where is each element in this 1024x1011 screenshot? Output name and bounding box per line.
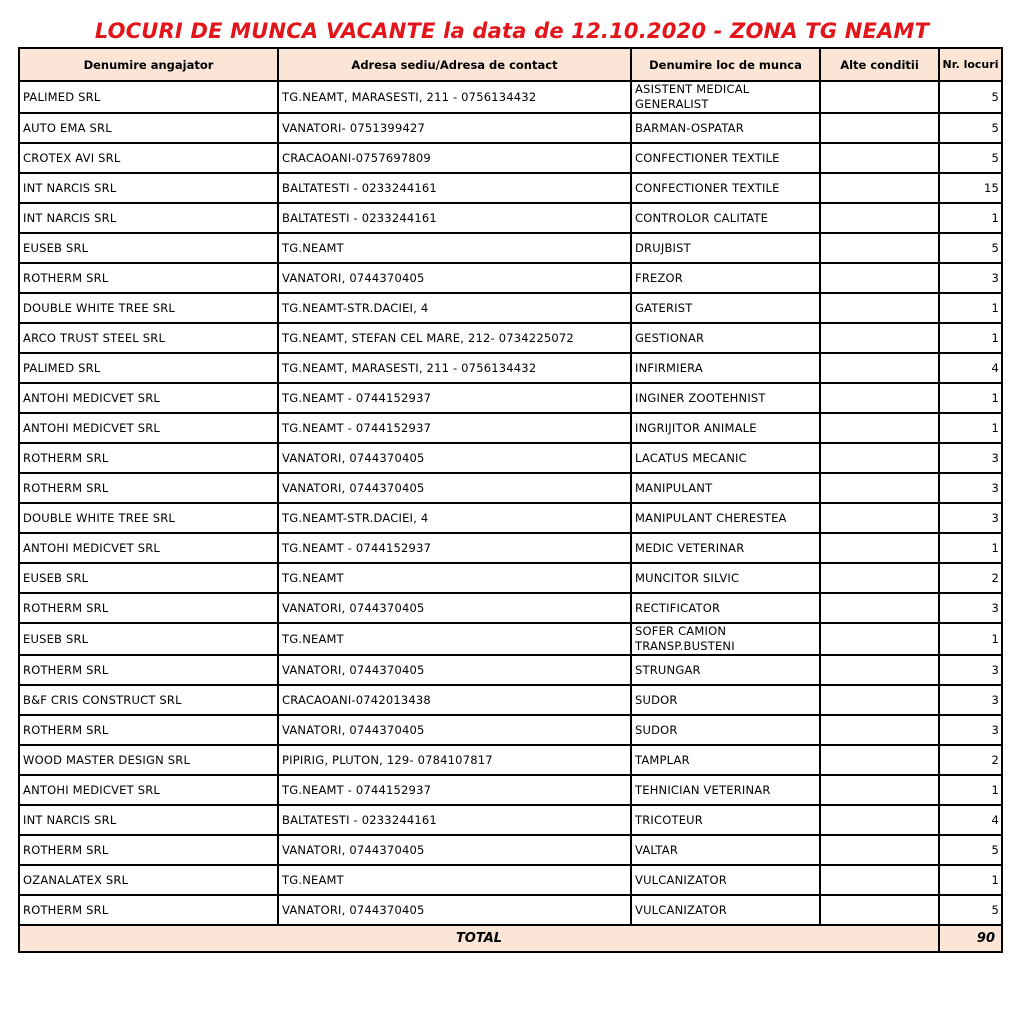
cell-count: 1 xyxy=(939,203,1002,233)
cell-conditions xyxy=(820,745,939,775)
cell-employer: INT NARCIS SRL xyxy=(19,173,278,203)
cell-count: 5 xyxy=(939,895,1002,925)
cell-count: 15 xyxy=(939,173,1002,203)
cell-conditions xyxy=(820,715,939,745)
cell-count: 1 xyxy=(939,293,1002,323)
cell-job: INFIRMIERA xyxy=(631,353,820,383)
cell-address: TG.NEAMT - 0744152937 xyxy=(278,413,631,443)
cell-address: TG.NEAMT, STEFAN CEL MARE, 212- 0734225072 xyxy=(278,323,631,353)
table-row xyxy=(19,263,1002,293)
cell-address: TG.NEAMT xyxy=(278,623,631,655)
table-row xyxy=(19,895,1002,925)
cell-job: SUDOR xyxy=(631,685,820,715)
cell-count: 1 xyxy=(939,865,1002,895)
table-row xyxy=(19,443,1002,473)
table-row xyxy=(19,173,1002,203)
cell-count: 4 xyxy=(939,805,1002,835)
table-row xyxy=(19,805,1002,835)
cell-count: 2 xyxy=(939,745,1002,775)
cell-conditions xyxy=(820,293,939,323)
cell-employer: ROTHERM SRL xyxy=(19,443,278,473)
cell-address: TG.NEAMT, MARASESTI, 211 - 0756134432 xyxy=(278,353,631,383)
cell-count: 3 xyxy=(939,715,1002,745)
table-row xyxy=(19,81,1002,113)
cell-conditions xyxy=(820,685,939,715)
cell-employer: EUSEB SRL xyxy=(19,563,278,593)
cell-employer: PALIMED SRL xyxy=(19,353,278,383)
cell-address: VANATORI, 0744370405 xyxy=(278,895,631,925)
cell-job: MUNCITOR SILVIC xyxy=(631,563,820,593)
table-row xyxy=(19,835,1002,865)
cell-address: TG.NEAMT xyxy=(278,865,631,895)
cell-employer: ANTOHI MEDICVET SRL xyxy=(19,533,278,563)
cell-count: 5 xyxy=(939,113,1002,143)
cell-job: SOFER CAMION TRANSP.BUSTENI xyxy=(631,623,820,655)
cell-job: VULCANIZATOR xyxy=(631,865,820,895)
cell-conditions xyxy=(820,81,939,113)
cell-count: 3 xyxy=(939,503,1002,533)
cell-address: TG.NEAMT-STR.DACIEI, 4 xyxy=(278,293,631,323)
cell-employer: ROTHERM SRL xyxy=(19,715,278,745)
cell-job: TAMPLAR xyxy=(631,745,820,775)
table-row xyxy=(19,563,1002,593)
cell-employer: OZANALATEX SRL xyxy=(19,865,278,895)
cell-employer: ROTHERM SRL xyxy=(19,263,278,293)
table-row xyxy=(19,533,1002,563)
cell-conditions xyxy=(820,835,939,865)
cell-address: TG.NEAMT - 0744152937 xyxy=(278,533,631,563)
cell-employer: ROTHERM SRL xyxy=(19,473,278,503)
cell-address: VANATORI- 0751399427 xyxy=(278,113,631,143)
cell-conditions xyxy=(820,593,939,623)
cell-address: PIPIRIG, PLUTON, 129- 0784107817 xyxy=(278,745,631,775)
cell-job: MANIPULANT CHERESTEA xyxy=(631,503,820,533)
cell-count: 5 xyxy=(939,81,1002,113)
cell-job: INGRIJITOR ANIMALE xyxy=(631,413,820,443)
cell-count: 4 xyxy=(939,353,1002,383)
cell-address: TG.NEAMT - 0744152937 xyxy=(278,383,631,413)
cell-employer: DOUBLE WHITE TREE SRL xyxy=(19,293,278,323)
cell-employer: ROTHERM SRL xyxy=(19,895,278,925)
cell-conditions xyxy=(820,203,939,233)
cell-address: CRACAOANI-0757697809 xyxy=(278,143,631,173)
table-body xyxy=(19,81,1002,925)
cell-address: VANATORI, 0744370405 xyxy=(278,593,631,623)
cell-address: BALTATESTI - 0233244161 xyxy=(278,805,631,835)
cell-employer: ANTOHI MEDICVET SRL xyxy=(19,383,278,413)
cell-conditions xyxy=(820,383,939,413)
cell-conditions xyxy=(820,353,939,383)
cell-job: BARMAN-OSPATAR xyxy=(631,113,820,143)
cell-count: 3 xyxy=(939,655,1002,685)
cell-job: ASISTENT MEDICAL GENERALIST xyxy=(631,81,820,113)
page-title: LOCURI DE MUNCA VACANTE la data de 12.10.2020 - ZONA TG NEAMT xyxy=(94,19,930,43)
vacancies-table xyxy=(18,47,1003,953)
cell-employer: EUSEB SRL xyxy=(19,233,278,263)
cell-job: MEDIC VETERINAR xyxy=(631,533,820,563)
cell-employer: ROTHERM SRL xyxy=(19,593,278,623)
total-value: 90 xyxy=(939,925,1002,952)
cell-address: VANATORI, 0744370405 xyxy=(278,715,631,745)
cell-job: CONFECTIONER TEXTILE xyxy=(631,143,820,173)
cell-address: VANATORI, 0744370405 xyxy=(278,835,631,865)
cell-conditions xyxy=(820,173,939,203)
cell-conditions xyxy=(820,143,939,173)
table-row xyxy=(19,865,1002,895)
cell-count: 1 xyxy=(939,413,1002,443)
cell-count: 3 xyxy=(939,263,1002,293)
header-conditions: Alte conditii xyxy=(820,48,939,81)
cell-conditions xyxy=(820,775,939,805)
total-label: TOTAL xyxy=(19,925,939,952)
cell-conditions xyxy=(820,413,939,443)
cell-address: VANATORI, 0744370405 xyxy=(278,443,631,473)
cell-address: TG.NEAMT - 0744152937 xyxy=(278,775,631,805)
table-row xyxy=(19,685,1002,715)
cell-employer: INT NARCIS SRL xyxy=(19,805,278,835)
cell-employer: ARCO TRUST STEEL SRL xyxy=(19,323,278,353)
cell-employer: CROTEX AVI SRL xyxy=(19,143,278,173)
cell-conditions xyxy=(820,623,939,655)
cell-employer: AUTO EMA SRL xyxy=(19,113,278,143)
cell-job: DRUJBIST xyxy=(631,233,820,263)
table-row xyxy=(19,143,1002,173)
cell-count: 1 xyxy=(939,533,1002,563)
cell-address: VANATORI, 0744370405 xyxy=(278,263,631,293)
cell-employer: B&F CRIS CONSTRUCT SRL xyxy=(19,685,278,715)
cell-job: RECTIFICATOR xyxy=(631,593,820,623)
table-row xyxy=(19,503,1002,533)
cell-job: CONFECTIONER TEXTILE xyxy=(631,173,820,203)
table-row xyxy=(19,593,1002,623)
cell-job: GATERIST xyxy=(631,293,820,323)
cell-job: TRICOTEUR xyxy=(631,805,820,835)
cell-address: TG.NEAMT xyxy=(278,233,631,263)
cell-conditions xyxy=(820,263,939,293)
table-row xyxy=(19,775,1002,805)
total-row xyxy=(19,925,1002,952)
table-row xyxy=(19,383,1002,413)
table-row xyxy=(19,745,1002,775)
table-row xyxy=(19,353,1002,383)
cell-address: TG.NEAMT-STR.DACIEI, 4 xyxy=(278,503,631,533)
cell-conditions xyxy=(820,233,939,263)
cell-count: 5 xyxy=(939,143,1002,173)
header-employer: Denumire angajator xyxy=(19,48,278,81)
cell-address: CRACAOANI-0742013438 xyxy=(278,685,631,715)
table-row xyxy=(19,413,1002,443)
cell-conditions xyxy=(820,895,939,925)
cell-conditions xyxy=(820,865,939,895)
cell-employer: EUSEB SRL xyxy=(19,623,278,655)
cell-count: 2 xyxy=(939,563,1002,593)
cell-conditions xyxy=(820,473,939,503)
cell-job: INGINER ZOOTEHNIST xyxy=(631,383,820,413)
cell-conditions xyxy=(820,503,939,533)
cell-conditions xyxy=(820,323,939,353)
cell-count: 1 xyxy=(939,323,1002,353)
cell-job: VULCANIZATOR xyxy=(631,895,820,925)
cell-address: BALTATESTI - 0233244161 xyxy=(278,203,631,233)
table-row xyxy=(19,715,1002,745)
cell-job: LACATUS MECANIC xyxy=(631,443,820,473)
cell-conditions xyxy=(820,655,939,685)
cell-conditions xyxy=(820,113,939,143)
cell-count: 1 xyxy=(939,775,1002,805)
cell-count: 1 xyxy=(939,623,1002,655)
cell-job: CONTROLOR CALITATE xyxy=(631,203,820,233)
cell-count: 3 xyxy=(939,443,1002,473)
cell-employer: ANTOHI MEDICVET SRL xyxy=(19,775,278,805)
cell-count: 5 xyxy=(939,233,1002,263)
table-row xyxy=(19,623,1002,655)
table-row xyxy=(19,233,1002,263)
cell-job: GESTIONAR xyxy=(631,323,820,353)
cell-job: STRUNGAR xyxy=(631,655,820,685)
header-address: Adresa sediu/Adresa de contact xyxy=(278,48,631,81)
cell-address: TG.NEAMT, MARASESTI, 211 - 0756134432 xyxy=(278,81,631,113)
cell-count: 5 xyxy=(939,835,1002,865)
cell-job: VALTAR xyxy=(631,835,820,865)
cell-employer: ROTHERM SRL xyxy=(19,655,278,685)
cell-employer: PALIMED SRL xyxy=(19,81,278,113)
cell-conditions xyxy=(820,805,939,835)
table-header-row xyxy=(19,48,1002,81)
cell-employer: ANTOHI MEDICVET SRL xyxy=(19,413,278,443)
cell-job: FREZOR xyxy=(631,263,820,293)
cell-employer: INT NARCIS SRL xyxy=(19,203,278,233)
table-row xyxy=(19,113,1002,143)
cell-count: 3 xyxy=(939,593,1002,623)
cell-address: BALTATESTI - 0233244161 xyxy=(278,173,631,203)
cell-employer: WOOD MASTER DESIGN SRL xyxy=(19,745,278,775)
header-job: Denumire loc de munca xyxy=(631,48,820,81)
cell-job: MANIPULANT xyxy=(631,473,820,503)
table-row xyxy=(19,655,1002,685)
cell-address: VANATORI, 0744370405 xyxy=(278,655,631,685)
table-row xyxy=(19,203,1002,233)
cell-employer: DOUBLE WHITE TREE SRL xyxy=(19,503,278,533)
cell-job: TEHNICIAN VETERINAR xyxy=(631,775,820,805)
cell-address: VANATORI, 0744370405 xyxy=(278,473,631,503)
cell-count: 3 xyxy=(939,685,1002,715)
table-row xyxy=(19,293,1002,323)
cell-conditions xyxy=(820,533,939,563)
cell-job: SUDOR xyxy=(631,715,820,745)
cell-count: 3 xyxy=(939,473,1002,503)
cell-count: 1 xyxy=(939,383,1002,413)
table-row xyxy=(19,323,1002,353)
table-row xyxy=(19,473,1002,503)
cell-employer: ROTHERM SRL xyxy=(19,835,278,865)
cell-address: TG.NEAMT xyxy=(278,563,631,593)
cell-conditions xyxy=(820,443,939,473)
cell-conditions xyxy=(820,563,939,593)
header-count: Nr. locuri xyxy=(939,48,1002,81)
